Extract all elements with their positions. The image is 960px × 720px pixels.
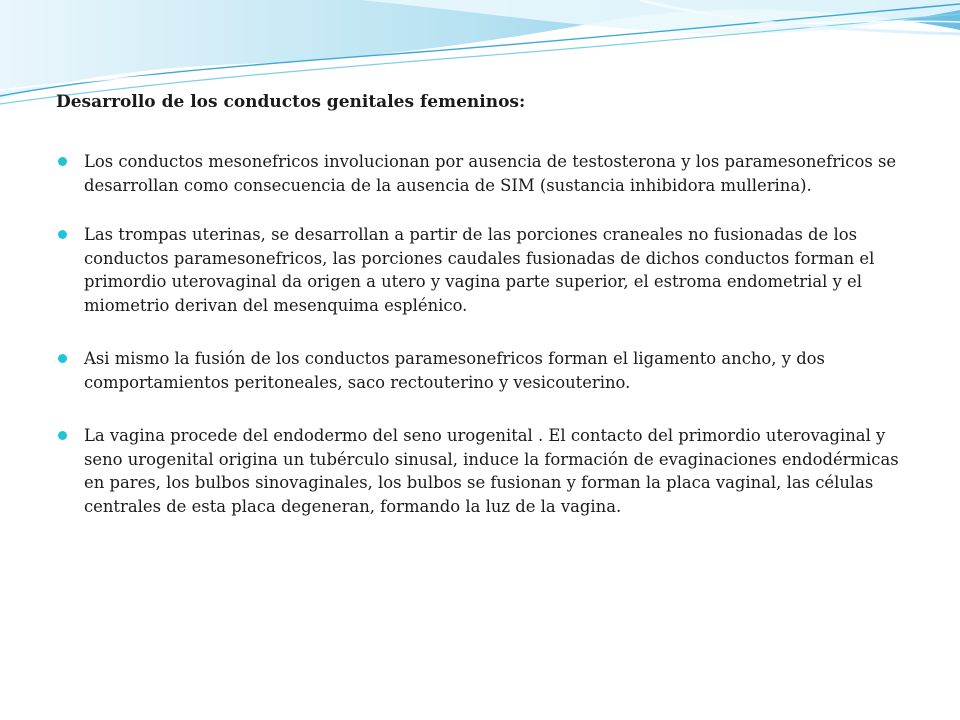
- bullet-dot-icon: [58, 230, 67, 239]
- bullet-item: [58, 347, 908, 394]
- slide-title: Desarrollo de los conductos genitales femeninos:: [56, 92, 526, 112]
- bullet-text: Los conductos mesonefricos involucionan por ausencia de testosterona y los paramesonefricos se desarrollan como consecuencia de la ausencia de SIM (sustancia inhibidora mullerina).: [84, 152, 897, 195]
- bullet-item: [58, 424, 908, 518]
- bullet-list: [58, 150, 908, 544]
- bullet-dot-icon: [58, 354, 67, 363]
- bullet-dot-icon: [58, 157, 67, 166]
- bullet-dot-icon: [58, 431, 67, 440]
- bullet-text: Las trompas uterinas, se desarrollan a partir de las porciones craneales no fusionadas de los conductos paramesonefricos, las porciones caudales fusionadas de dichos conductos forman el primordio uterovaginal da origen a utero y vagina parte superior, el estroma endometrial y el miometrio derivan del mesenquima esplénico.: [84, 225, 875, 315]
- bullet-item: [58, 223, 908, 317]
- bullet-item: [58, 150, 908, 197]
- bullet-text: La vagina procede del endodermo del seno urogenital . El contacto del primordio uterovaginal y seno urogenital origina un tubérculo sinusal, induce la formación de evaginaciones endodérmicas en pares, los bulbos sinovaginales, los bulbos se fusionan y forman la placa vaginal, las células centrales de esta placa degeneran, formando la luz de la vagina.: [84, 426, 899, 516]
- bullet-text: Asi mismo la fusión de los conductos paramesonefricos forman el ligamento ancho, y dos comportamientos peritoneales, saco rectouterino y vesicouterino.: [84, 349, 825, 392]
